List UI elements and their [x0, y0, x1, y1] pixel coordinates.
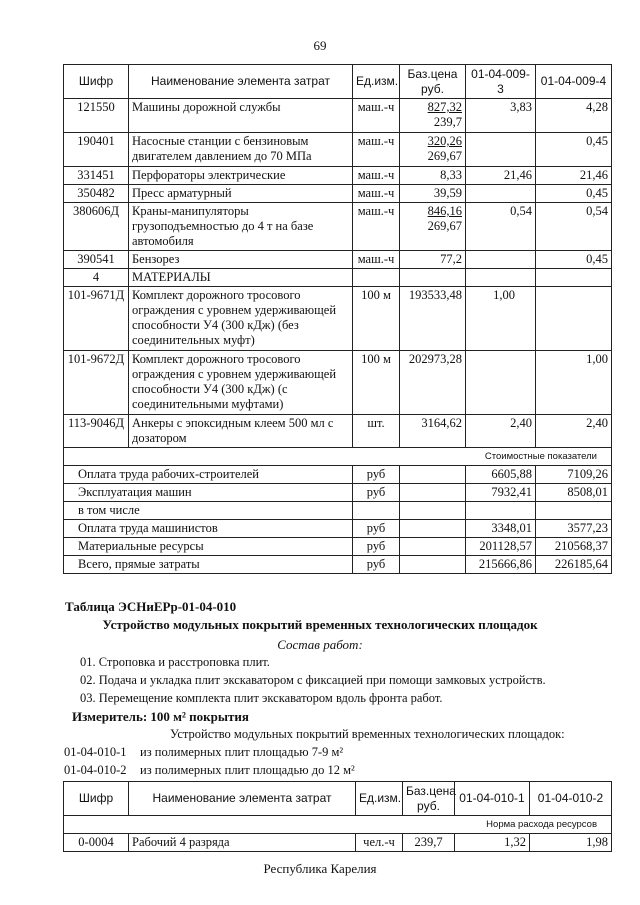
- table-row: [64, 133, 612, 167]
- table-title: Устройство модульных покрытий временных технологических площадок: [102, 617, 538, 632]
- totals-unit: руб: [353, 538, 400, 556]
- section-number: 4: [64, 269, 129, 287]
- cell-b: 0,45: [536, 185, 612, 203]
- cell-price: [400, 99, 466, 133]
- totals-row: [64, 466, 612, 484]
- totals-row: [64, 502, 612, 520]
- totals-b: 226185,64: [536, 556, 612, 574]
- cell-name: Машины дорожной службы: [129, 99, 353, 133]
- totals-row: [64, 538, 612, 556]
- cell-code: 121550: [64, 99, 129, 133]
- section-title: МАТЕРИАЛЫ: [129, 269, 353, 287]
- table-row: [64, 834, 612, 852]
- table-row: [64, 185, 612, 203]
- cell-b: 0,54: [536, 203, 612, 251]
- variant-code: 01-04-010-2: [64, 763, 127, 777]
- cell-price: 193533,48: [400, 287, 466, 351]
- price-sub: 269,67: [427, 149, 462, 163]
- work-item: 01. Строповка и расстроповка плит.: [80, 655, 270, 669]
- col-a: 01-04-009-3: [466, 65, 536, 99]
- table-header-row: [64, 782, 612, 816]
- empty-cell: [400, 484, 466, 502]
- cell-code: 380606Д: [64, 203, 129, 251]
- cell-a: 1,00: [466, 287, 536, 351]
- empty-cell: [466, 502, 536, 520]
- empty-cell: [400, 538, 466, 556]
- totals-label: в том числе: [64, 502, 353, 520]
- norm-label-row: [64, 816, 612, 834]
- totals-unit: руб: [353, 520, 400, 538]
- table-row: [64, 203, 612, 251]
- totals-b: 7109,26: [536, 466, 612, 484]
- cell-code: 390541: [64, 251, 129, 269]
- cell-code: 113-9046Д: [64, 415, 129, 448]
- empty-cell: [400, 520, 466, 538]
- cell-name: Комплект дорожного тросового ограждения с уровнем удерживающей способности У4 (300 кДж) (с соединительными муфтами): [129, 351, 353, 415]
- col-price: Баз.цена руб.: [403, 782, 455, 816]
- table-row: [64, 251, 612, 269]
- empty-cell: [400, 269, 466, 287]
- cell-price: 202973,28: [400, 351, 466, 415]
- variants-desc: Устройство модульных покрытий временных технологических площадок:: [170, 727, 565, 741]
- totals-label: Материальные ресурсы: [64, 538, 353, 556]
- cell-b: 0,45: [536, 133, 612, 167]
- cell-a: [466, 251, 536, 269]
- cell-unit: маш.-ч: [353, 185, 400, 203]
- cell-b: 2,40: [536, 415, 612, 448]
- empty-cell: [400, 556, 466, 574]
- cell-name: Рабочий 4 разряда: [129, 834, 356, 852]
- cell-name: Комплект дорожного тросового ограждения с уровнем удерживающей способности У4 (300 кДж) (без соединительных муфт): [129, 287, 353, 351]
- table-row: [64, 351, 612, 415]
- cell-unit: чел.-ч: [356, 834, 403, 852]
- works-title: Состав работ:: [277, 637, 363, 652]
- cell-code: 0-0004: [64, 834, 129, 852]
- cell-name: Насосные станции с бензиновым двигателем давлением до 70 МПа: [129, 133, 353, 167]
- cell-unit: маш.-ч: [353, 133, 400, 167]
- cell-name: Бензорез: [129, 251, 353, 269]
- price-sub: 269,67: [427, 219, 462, 233]
- totals-a: 3348,01: [466, 520, 536, 538]
- resource-table-1: [63, 64, 612, 574]
- cell-name: Краны-манипуляторы грузоподъемностью до 4 т на базе автомобиля: [129, 203, 353, 251]
- cell-price: [400, 133, 466, 167]
- variant-text: из полимерных плит площадью 7-9 м²: [140, 745, 344, 759]
- totals-row: [64, 556, 612, 574]
- col-b: 01-04-009-4: [536, 65, 612, 99]
- cell-a: 1,32: [455, 834, 530, 852]
- totals-label: Всего, прямые затраты: [64, 556, 353, 574]
- cell-code: 331451: [64, 167, 129, 185]
- col-a: 01-04-010-1: [455, 782, 530, 816]
- empty-cell: [353, 269, 400, 287]
- col-code: Шифр: [64, 782, 129, 816]
- cell-price: [400, 203, 466, 251]
- col-b: 01-04-010-2: [530, 782, 612, 816]
- totals-a: 7932,41: [466, 484, 536, 502]
- cell-b: 0,45: [536, 251, 612, 269]
- cell-price: 77,2: [400, 251, 466, 269]
- page-number: 69: [313, 38, 327, 53]
- col-code: Шифр: [64, 65, 129, 99]
- cell-price: 8,33: [400, 167, 466, 185]
- empty-cell: [536, 269, 612, 287]
- cell-price: 39,59: [400, 185, 466, 203]
- empty-cell: [536, 502, 612, 520]
- cell-code: 101-9671Д: [64, 287, 129, 351]
- totals-row: [64, 484, 612, 502]
- section-row: [64, 269, 612, 287]
- totals-label: Оплата труда рабочих-строителей: [64, 466, 353, 484]
- cell-unit: маш.-ч: [353, 99, 400, 133]
- cell-price: 3164,62: [400, 415, 466, 448]
- totals-a: 6605,88: [466, 466, 536, 484]
- totals-unit: руб: [353, 484, 400, 502]
- cost-label: Стоимостные показатели: [64, 448, 612, 466]
- table-row: [64, 99, 612, 133]
- variant-text: из полимерных плит площадью до 12 м²: [140, 763, 355, 777]
- table-row: [64, 415, 612, 448]
- cell-b: 21,46: [536, 167, 612, 185]
- cell-unit: 100 м: [353, 287, 400, 351]
- col-unit: Ед.изм.: [356, 782, 403, 816]
- table-header-row: [64, 65, 612, 99]
- table-caption: Таблица ЭСНиЕРр-01-04-010: [65, 599, 237, 614]
- table-row: [64, 167, 612, 185]
- col-unit: Ед.изм.: [353, 65, 400, 99]
- price-sub: 239,7: [433, 115, 462, 129]
- totals-row: [64, 520, 612, 538]
- resource-table-2: [63, 781, 612, 852]
- cell-unit: шт.: [353, 415, 400, 448]
- col-name: Наименование элемента затрат: [129, 65, 353, 99]
- cell-unit: маш.-ч: [353, 167, 400, 185]
- cell-price: 239,7: [403, 834, 455, 852]
- cell-b: [536, 287, 612, 351]
- work-item: 02. Подача и укладка плит экскаватором с фиксацией при помощи замковых устройств.: [80, 673, 546, 687]
- empty-cell: [400, 466, 466, 484]
- totals-b: 210568,37: [536, 538, 612, 556]
- totals-b: 3577,23: [536, 520, 612, 538]
- cell-unit: 100 м: [353, 351, 400, 415]
- cell-code: 190401: [64, 133, 129, 167]
- footer-region: Республика Карелия: [263, 861, 377, 876]
- cell-a: [466, 185, 536, 203]
- price-value: 320,26: [427, 134, 462, 148]
- cell-a: 0,54: [466, 203, 536, 251]
- cell-b: 4,28: [536, 99, 612, 133]
- cell-a: [466, 133, 536, 167]
- cell-a: 2,40: [466, 415, 536, 448]
- cell-unit: маш.-ч: [353, 203, 400, 251]
- totals-label: Оплата труда машинистов: [64, 520, 353, 538]
- empty-cell: [466, 269, 536, 287]
- cell-a: [466, 351, 536, 415]
- work-item: 03. Перемещение комплекта плит экскаватором вдоль фронта работ.: [80, 691, 443, 705]
- variant-code: 01-04-010-1: [64, 745, 127, 759]
- cost-label-row: [64, 448, 612, 466]
- cell-code: 350482: [64, 185, 129, 203]
- price-value: 827,32: [427, 100, 462, 114]
- cell-b: 1,98: [530, 834, 612, 852]
- totals-label: Эксплуатация машин: [64, 484, 353, 502]
- totals-a: 215666,86: [466, 556, 536, 574]
- table-row: [64, 287, 612, 351]
- col-name: Наименование элемента затрат: [129, 782, 356, 816]
- cell-code: 101-9672Д: [64, 351, 129, 415]
- cell-name: Пресс арматурный: [129, 185, 353, 203]
- cell-unit: маш.-ч: [353, 251, 400, 269]
- norm-label: Норма расхода ресурсов: [64, 816, 612, 834]
- cell-b: 1,00: [536, 351, 612, 415]
- totals-a: 201128,57: [466, 538, 536, 556]
- col-price: Баз.цена руб.: [400, 65, 466, 99]
- totals-unit: руб: [353, 556, 400, 574]
- cell-name: Анкеры с эпоксидным клеем 500 мл с дозатором: [129, 415, 353, 448]
- price-value: 846,16: [427, 204, 462, 218]
- empty-cell: [353, 502, 400, 520]
- measure-unit: Измеритель: 100 м² покрытия: [72, 709, 249, 724]
- cell-a: 21,46: [466, 167, 536, 185]
- cell-a: 3,83: [466, 99, 536, 133]
- totals-unit: руб: [353, 466, 400, 484]
- cell-name: Перфораторы электрические: [129, 167, 353, 185]
- totals-b: 8508,01: [536, 484, 612, 502]
- empty-cell: [400, 502, 466, 520]
